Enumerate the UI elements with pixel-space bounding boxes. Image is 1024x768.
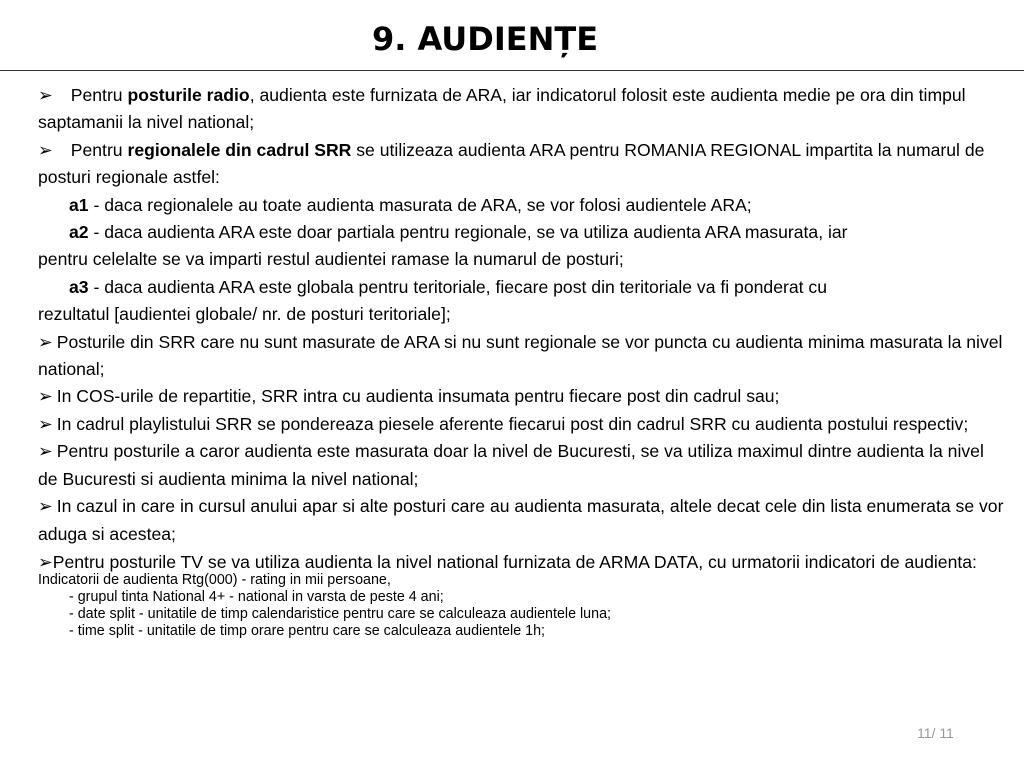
bullet-radio: ➢ Pentru posturile radio, audienta este furnizata de ARA, iar indicatorul folosit este audienta medie pe ora din timpul saptamanii la nivel national;: [38, 82, 1004, 137]
bullet-alte-posturi: ➢ In cazul in care in cursul anului apar si alte posturi care au audienta masurata, altele decat cele din lista enumerata se vor aduga si acestea;: [38, 493, 1004, 548]
slide-content: [38, 82, 1004, 640]
bullet-srr-nemasurate: ➢ Posturile din SRR care nu sunt masurate de ARA si nu sunt regionale se vor puncta cu audienta minima masurata la nivel national;: [38, 329, 1004, 384]
page-title: 9. AUDIENȚE: [371, 20, 599, 58]
arrow-bullet-icon: ➢: [38, 386, 53, 407]
sub-item-a2: a2 - daca audienta ARA este doar partiala pentru regionale, se va utiliza audienta ARA masurata, iar: [69, 222, 848, 243]
arrow-bullet-icon: ➢: [38, 551, 53, 572]
sub-item-a2-cont: pentru celelalte se va imparti restul audientei ramase la numarul de posturi;: [38, 249, 624, 270]
bullet-regionale: ➢ Pentru regionalele din cadrul SRR se utilizeaza audienta ARA pentru ROMANIA REGIONAL impartita la numarul de posturi regionale astfel:: [38, 137, 1004, 192]
sub-item-a3: a3 - daca audienta ARA este globala pentru teritoriale, fiecare post din teritoriale va fi ponderat cu: [69, 276, 827, 297]
sub-item-a1: a1 - daca regionalele au toate audienta masurata de ARA, se vor folosi audientele ARA;: [69, 194, 752, 215]
tv-time-split-line: - time split - unitatile de timp orare pentru care se calculeaza audientele 1h;: [69, 622, 546, 639]
arrow-bullet-icon: ➢: [38, 331, 53, 352]
arrow-bullet-icon: ➢: [38, 85, 53, 105]
title-divider: [0, 70, 1024, 71]
arrow-bullet-icon: ➢: [38, 441, 53, 462]
bullet-cos: ➢ In COS-urile de repartitie, SRR intra cu audienta insumata pentru fiecare post din cadrul sau;: [38, 383, 1004, 410]
bullet-tv: ➢Pentru posturile TV se va utiliza audienta la nivel national furnizata de ARMA DATA, cu urmatorii indicatori de audienta:: [38, 551, 977, 572]
bullet-bucuresti: ➢ Pentru posturile a caror audienta este masurata doar la nivel de Bucuresti, se va utiliza maximul dintre audienta la nivel de Bucuresti si audienta minima la nivel national;: [38, 438, 1004, 493]
arrow-bullet-icon: ➢: [38, 139, 53, 160]
bullet-playlist: ➢ In cadrul playlistului SRR se pondereaza piesele aferente fiecarui post din cadrul SRR cu audienta postului respectiv;: [38, 411, 1004, 438]
tv-date-split-line: - date split - unitatile de timp calendaristice pentru care se calculeaza audientele luna;: [69, 605, 612, 622]
arrow-bullet-icon: ➢: [38, 496, 53, 517]
sub-item-a3-cont: rezultatul [audientei globale/ nr. de posturi teritoriale];: [38, 304, 451, 325]
tv-target-group-line: - grupul tinta National 4+ - national in varsta de peste 4 ani;: [69, 588, 444, 605]
arrow-bullet-icon: ➢: [38, 413, 53, 434]
page-number: 11/ 11: [917, 725, 954, 741]
tv-indicators-line: Indicatorii de audienta Rtg(000) - rating in mii persoane,: [38, 571, 391, 588]
